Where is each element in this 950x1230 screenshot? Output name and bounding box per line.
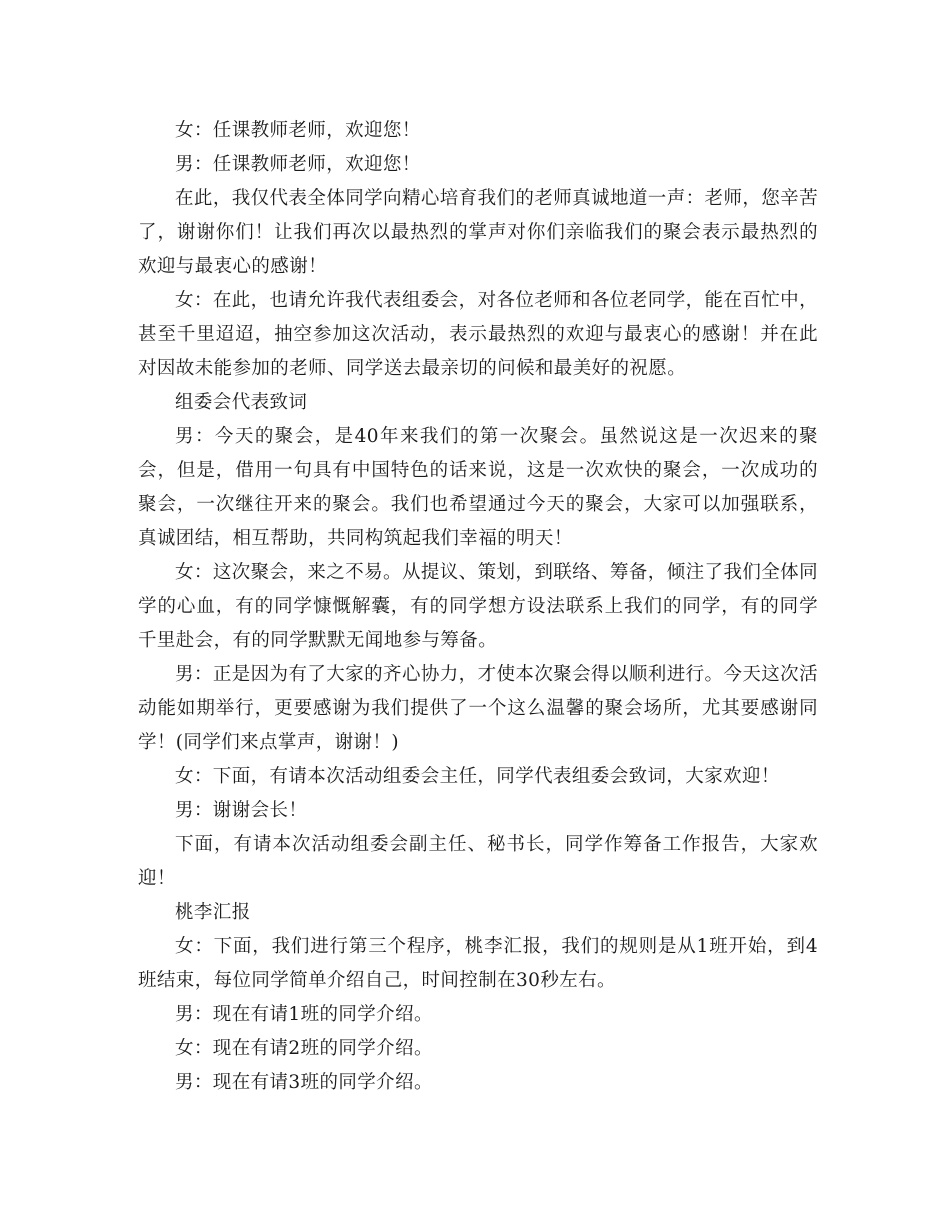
paragraph-female-welcome-teacher: 女：任课教师老师，欢迎您！ <box>175 120 421 141</box>
paragraph-invite-secretary-report: 下面，有请本次活动组委会副主任、秘书长，同学作筹备工作报告，大家欢迎！ <box>138 834 818 889</box>
paragraph-male-thanks-venue: 男：正是因为有了大家的齐心协力，才使本次聚会得以顺利进行。今天这次活动能如期举行，更要感谢为我们提供了一个这么温馨的聚会场所，尤其要感谢同学！(同学们来点掌声，谢谢！) <box>138 664 818 753</box>
document-body <box>138 114 818 1100</box>
paragraph-male-thanks-chairman: 男：谢谢会长！ <box>175 800 308 821</box>
section-heading-alumni-report: 桃李汇报 <box>175 902 251 923</box>
paragraph-male-class-1-intro: 男：现在有请1班的同学介绍。 <box>175 1004 433 1025</box>
paragraph-female-report-rules: 女：下面，我们进行第三个程序，桃李汇报，我们的规则是从1班开始，到4班结束，每位同学简单介绍自己，时间控制在30秒左右。 <box>138 936 818 991</box>
paragraph-female-committee-welcome: 女：在此，也请允许我代表组委会，对各位老师和各位老同学，能在百忙中，甚至千里迢迢，抽空参加这次活动，表示最热烈的欢迎与最衷心的感谢！并在此对因故未能参加的老师、同学送去最亲切的问候和最美好的祝愿。 <box>138 290 818 379</box>
paragraph-male-welcome-teacher: 男：任课教师老师，欢迎您！ <box>175 154 421 175</box>
paragraph-female-preparation: 女：这次聚会，来之不易。从提议、策划，到联络、筹备，倾注了我们全体同学的心血，有的同学慷慨解囊，有的同学想方设法联系上我们的同学，有的同学千里赴会，有的同学默默无闻地参与筹备。 <box>138 562 818 651</box>
paragraph-male-first-reunion: 男：今天的聚会，是40年来我们的第一次聚会。虽然说这是一次迟来的聚会，但是，借用一句具有中国特色的话来说，这是一次欢快的聚会，一次成功的聚会，一次继往开来的聚会。我们也希望通过今天的聚会，大家可以加强联系，真诚团结，相互帮助，共同构筑起我们幸福的明天！ <box>138 426 818 549</box>
paragraph-thanks-teachers: 在此，我仅代表全体同学向精心培育我们的老师真诚地道一声：老师，您辛苦了，谢谢你们！让我们再次以最热烈的掌声对你们亲临我们的聚会表示最热烈的欢迎与最衷心的感谢！ <box>138 188 818 277</box>
section-heading-committee-speech: 组委会代表致词 <box>175 392 308 413</box>
paragraph-female-invite-director: 女：下面，有请本次活动组委会主任，同学代表组委会致词，大家欢迎！ <box>175 766 780 787</box>
paragraph-male-class-3-intro: 男：现在有请3班的同学介绍。 <box>175 1072 433 1093</box>
paragraph-female-class-2-intro: 女：现在有请2班的同学介绍。 <box>175 1038 433 1059</box>
